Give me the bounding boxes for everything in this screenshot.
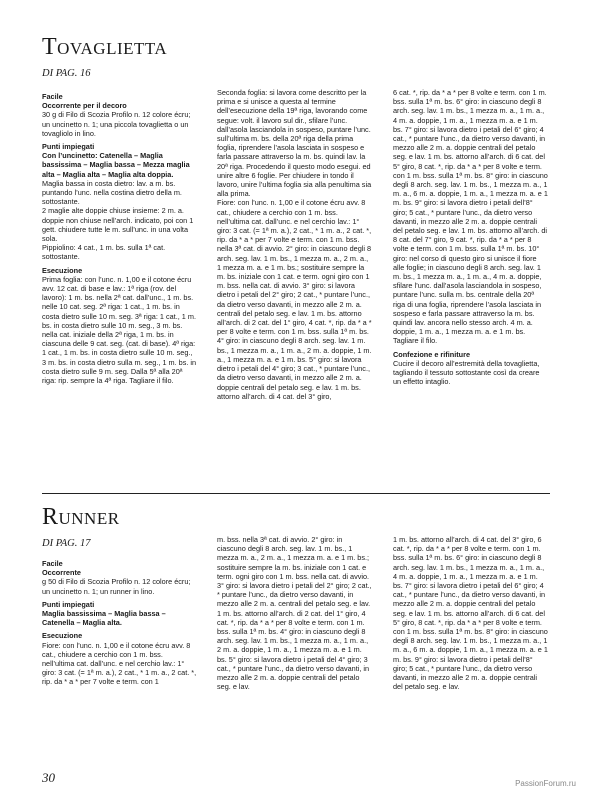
paragraph: Con l’uncinetto: Catenella – Maglia bassissima – Maglia bassa – Mezza maglia alta – Maglia alta – Maglia alta doppia. — [42, 151, 190, 179]
column-3-tovaglietta — [393, 88, 548, 387]
paragraph: m. bss. nella 3ª cat. di avvio. 2° giro: in ciascuno degli 8 arch. seg. lav. 1 m. bs., 1 mezza m. a., 2 m. a., 1 mezza m. a. e 1 m. bs.; sostituire sempre la m. bs. iniziale con 1 cat. e term. ogni giro con 1 m. bss. nella cat. di avvio. 3° giro: si lavora dietro i petali del 2° giro; 2 cat., * puntare l’unc., da dietro verso davanti, in mezzo alle 2 m. a. centrali del petalo seg. e lav. 1 m. bs. attorno all’arch. di 2 cat. del 1° giro, 4 cat. *, rip. da * a * per 8 volte e term. con 1 m. bss. sulla 1ª m. bs. 4° giro: in ciascuno degli 8 arch. seg. lav. 1 m. bs., 1 mezza m. a., 1 m. a., 2 m. a. doppie, 1 m. a., 1 mezza m. a. e 1 m. bs. 5° giro: si lavora dietro i petali del 4° giro; 3 cat., * puntare l’unc., da dietro verso davanti, in mezzo alle 2 m. a. doppie centrali del petalo seg. e lav. — [217, 535, 372, 692]
paragraph: g 50 di Filo di Scozia Profilo n. 12 colore écru; un uncinetto n. 1; un runner in lino. — [42, 577, 191, 596]
section-divider — [42, 493, 550, 494]
paragraph: 2 maglie alte doppie chiuse insieme: 2 m. a. doppie non chiuse nell’arch. indicato, poi con 1 gett. chiudere tutte le m. sull’unc. in una volta sola. — [42, 206, 194, 244]
paragraph: Occorrente per il decoro — [42, 101, 127, 111]
subheading: Esecuzione — [42, 265, 83, 275]
section-subtitle-runner: DI PAG. 17 — [42, 538, 91, 549]
subheading: Esecuzione — [42, 631, 83, 641]
subheading: Confezione e rifiniture — [393, 349, 471, 359]
column-2-tovaglietta — [217, 88, 372, 401]
paragraph: Cucire il decoro all’estremità della tovaglietta, tagliando il tessuto sottostante così da creare un effetto intaglio. — [393, 358, 540, 387]
paragraph: Fiore: con l’unc. n. 1,00 e il cotone écru avv. 8 cat., chiudere a cerchio con 1 m. bss. nell’ultima cat. dall’unc. e nel cerchio lav.: 1° giro: 3 cat. (= 1ª m. a.), 2 cat., * 1 m. a., 2 cat. *, rip. da * a * per 7 volte e term. con 1 — [42, 640, 197, 687]
paragraph: Occorrente — [42, 568, 81, 578]
paragraph: 30 g di Filo di Scozia Profilo n. 12 colore écru; un uncinetto n. 1; una piccola tovaglietta o un tovagliolo in lino. — [42, 110, 191, 138]
watermark: PassionForum.ru — [515, 779, 576, 788]
subheading: Punti impiegati — [42, 142, 95, 152]
paragraph: 6 cat. *, rip. da * a * per 8 volte e term. con 1 m. bss. sulla 1ª m. bs. 6° giro: in ciascuno degli 8 arch. seg. lav. 1 m. bs., 1 mezza m. a., 1 m. a., 4 m. a. doppie, 1 m. a., 1 mezza m. a. e 1 m. bs. 7° giro: si lavora dietro i petali del 6° giro; 4 cat., * puntare l’unc., da dietro verso davanti, in mezzo alle 2 m. a. doppie centrali del petalo seg. e lav. 1 m. bs. attorno all’arch. di 6 cat. del 5° giro, 8 cat. *, rip. da * a * per 8 volte e term. con 1 m. bss. sulla 1ª m. bs. 8° giro: in ciascuno degli 8 arch. seg. lav. 1 m. bs., 1 mezza m. a., 1 m. a., 6 m. a. doppie, 1 m. a., 1 mezza m. a. e 1 m. bs. 9° giro: si lavora dietro i petali dell’8° giro; 5 cat., * puntare l’unc., da dietro verso davanti, in mezzo alle 2 m. a. doppie centrali del petalo seg. e lav. 1 m. bs. attorno all’arch. di 8 cat. del 7° giro, 9 cat. *, rip. da * a * per 8 volte e term. con 1 m. bss. sulla 1ª m. bs. 10° giro: nel corso di questo giro si unisce il fiore alle foglie; in ciascuno degli 8 arch. seg. lav. 1 m. bs., 1 mezza m. a., 1 m. a., 4 m. a. doppie, sfilare l’unc. dall’asola lasciandola in sospeso, puntare l’unc. sulla m. bs. centrale della 20ª riga di una foglia, riprendere l’asola lasciata in sospeso e farla passare attraverso la m. bs. quindi lav. ancora nello stesso arch. 4 m. a. doppie, 1 m. a., 1 mezza m. a. e 1 m. bs. Tagliare il filo. — [393, 88, 548, 346]
paragraph: Prima foglia: con l’unc. n. 1,00 e il cotone écru avv. 12 cat. di base e lav.: 1ª riga (rov. del lavoro): 1 m. bs. nella 2ª cat. dall’unc., 1 m. bs. nelle 10 cat. seg. 2ª riga: 1 cat., 1 m. bs. in costa dietro sulle 10 m. seg. 3ª riga: 1 cat., 1 m. bs. in costa dietro sulle 10 m. seg., 3 m. bs. nella cat. iniziale della 2ª riga, 1 m. bs. in ciascuna delle 9 cat. seg. (cat. di base). 4ª riga: 1 cat., 1 m. bs. in costa dietro sulle 10 m. seg., 3 m. bs. in costa dietro sulla m. seg., 1 m. bs. in costa dietro sulle 9 m. seg. Dalla 5ª alla 20ª riga: rip. sempre la 4ª riga. Tagliare il filo. — [42, 274, 197, 386]
paragraph: Fiore: con l’unc. n. 1,00 e il cotone écru avv. 8 cat., chiudere a cerchio con 1 m. bss. nell’ultima cat. dall’unc. e nel cerchio lav.: 1° giro: 3 cat. (= 1ª m. a.), 2 cat., * 1 m. a., 2 cat. *, rip. da * a * per 7 volte e term. con 1 m. bss. nella 3ª cat. di avvio. 2° giro: in ciascuno degli 8 arch. seg. lav. 1 m. bs., 1 mezza m. a., 2 m. a., 1 mezza m. a. e 1 m. bs.; sostituire sempre la m. bs. iniziale con 1 cat. e term. ogni giro con 1 m. bss. nella cat. di avvio. 3° giro: si lavora dietro i petali del 2° giro; 2 cat., * puntare l’unc., da dietro verso davanti, in mezzo alle 2 m. a. centrali del petalo seg. e lav. 1 m. bs. attorno all’arch. di 2 cat. del 1° giro, 4 cat. *, rip. da * a * per 8 volte e term. con 1 m. bss. sulla 1ª m. bs. 4° giro: in ciascuno degli 8 arch. seg. lav. 1 m. bs., 1 mezza m. a., 1 m. a., 2 m. a. doppie, 1 m. a., 1 mezza m. a. e 1 m. bs. 5° giro: si lavora dietro i petali del 4° giro; 3 cat., * puntare l’unc., da dietro verso davanti, in mezzo alle 2 m. a. doppie centrali del petalo seg. e lav. 1 m. bs. attorno all’arch. di 4 cat. del 3° giro, — [217, 198, 372, 401]
section-title-runner: Runner — [42, 504, 120, 530]
subheading: Facile — [42, 559, 63, 568]
subheading: Facile — [42, 92, 63, 101]
paragraph: 1 m. bs. attorno all’arch. di 4 cat. del 3° giro, 6 cat. *, rip. da * a * per 8 volte e term. con 1 m. bss. sulla 1ª m. bs. 6° giro: in ciascuno degli 8 arch. seg. lav. 1 m. bs., 1 mezza m. a., 1 m. a., 4 m. a. doppie, 1 m. a., 1 mezza m. a. e 1 m. bs. 7° giro: si lavora dietro i petali del 6° giro; 4 cat., * puntare l’unc., da dietro verso davanti, in mezzo alle 2 m. a. doppie centrali del petalo seg. e lav. 1 m. bs. attorno all’arch. di 6 cat. del 5° giro, 8 cat. *, rip. da * a * per 8 volte e term. con 1 m. bss. sulla 1ª m. bs. 8° giro: in ciascuno degli 8 arch. seg. lav. 1 m. bs., 1 mezza m. a., 1 m. a., 6 m. a. doppie, 1 m. a., 1 mezza m. a. e 1 m. bs. 9° giro: si lavora dietro i petali dell’8° giro; 5 cat., * puntare l’unc., da dietro verso davanti, in mezzo alle 2 m. a. doppie centrali del petalo seg. e lav. — [393, 535, 548, 692]
paragraph: Seconda foglia: si lavora come descritto per la prima e si unisce a questa al termine dell’esecuzione della 19ª riga, lavorando come segue: volt. il lavoro sul dir., sfilare l’unc. dall’asola lasciandola in sospeso, puntare l’unc. sull’ultima m. bs. della 20ª riga della prima foglia, riprendere l’asola lasciata in sospeso e farla passare attraverso la m. bs. quindi lav. la 20ª riga. Procedendo il questo modo esegui. ed unire altre 6 foglie. Per chiudere in tondo il lavoro, unire l’ultima foglia sia alla penultima sia alla prima. — [217, 88, 372, 199]
column-1-runner — [42, 555, 197, 687]
subheading: Punti impiegati — [42, 599, 95, 609]
paragraph: Pippiolino: 4 cat., 1 m. bs. sulla 1ª cat. sottostante. — [42, 243, 166, 262]
paragraph: Maglia bassa in costa dietro: lav. a m. bs. puntando l’unc. nella costina dietro della m. sottostante. — [42, 178, 182, 207]
section-subtitle-tovaglietta: DI PAG. 16 — [42, 68, 91, 79]
paragraph: Maglia bassissima – Maglia bassa – Catenella – Maglia alta. — [42, 609, 166, 628]
column-3-runner — [393, 535, 548, 691]
section-title-tovaglietta: Tovaglietta — [42, 34, 168, 60]
column-1-tovaglietta — [42, 88, 197, 385]
page-number: 30 — [42, 770, 55, 785]
column-2-runner — [217, 535, 372, 691]
